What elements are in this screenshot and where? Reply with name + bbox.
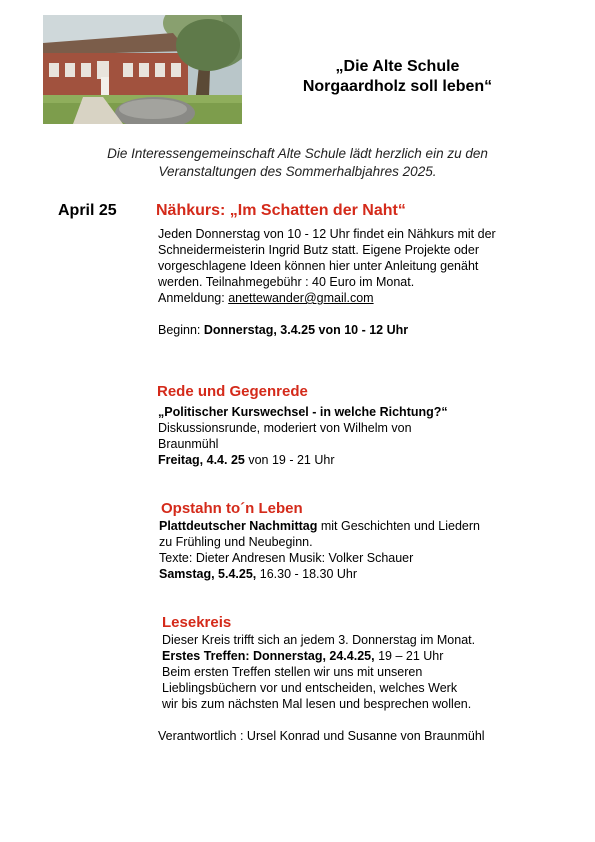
month-label: April 25 bbox=[58, 202, 117, 219]
page-title bbox=[270, 57, 525, 97]
event1-title: Nähkurs: „Im Schatten der Naht“ bbox=[156, 202, 406, 219]
school-building-photo bbox=[43, 15, 242, 124]
intro-line-1: Die Interessengemeinschaft Alte Schule lädt herzlich ein zu den bbox=[107, 146, 488, 161]
event4-line-5: wir bis zum nächsten Mal lesen und besprechen wollen. bbox=[162, 697, 472, 711]
event1-description bbox=[158, 226, 496, 306]
event1-line-4: werden. Teilnahmegebühr : 40 Euro im Monat. bbox=[158, 275, 415, 289]
event4-first-time: 19 – 21 Uhr bbox=[374, 649, 444, 663]
responsible-persons: Verantwortlich : Ursel Konrad und Susanne von Braunmühl bbox=[158, 729, 485, 743]
event4-first-meeting bbox=[162, 648, 475, 664]
event4-first-label: Erstes Treffen: Donnerstag, 24.4.25, bbox=[162, 649, 375, 663]
event2-date: Freitag, 4.4. 25 bbox=[158, 453, 245, 467]
event3-description bbox=[159, 518, 480, 582]
event1-registration bbox=[158, 290, 496, 306]
event2-datetime bbox=[158, 452, 448, 468]
event3-line-2: zu Frühling und Neubeginn. bbox=[159, 535, 313, 549]
start-value: Donnerstag, 3.4.25 von 10 - 12 Uhr bbox=[203, 323, 409, 337]
title-line-1: „Die Alte Schule bbox=[335, 58, 460, 75]
event2-time: von 19 - 21 Uhr bbox=[244, 453, 335, 467]
event4-line-1: Dieser Kreis trifft sich an jedem 3. Donnerstag im Monat. bbox=[162, 633, 476, 647]
event4-description bbox=[162, 632, 475, 712]
registration-email-link[interactable]: anettewander@gmail.com bbox=[228, 291, 374, 305]
event4-line-4: Lieblingsbüchern vor und entscheiden, welches Werk bbox=[162, 681, 458, 695]
event1-line-2: Schneidermeisterin Ingrid Butz statt. Eigene Projekte oder bbox=[158, 243, 480, 257]
title-line-2: Norgaardholz soll leben“ bbox=[302, 78, 493, 95]
event1-line-3: vorgeschlagene Ideen können hier unter Anleitung genäht bbox=[158, 259, 479, 273]
event4-line-3: Beim ersten Treffen stellen wir uns mit unseren bbox=[162, 665, 423, 679]
event1-start bbox=[158, 322, 408, 338]
event3-date: Samstag, 5.4.25, bbox=[159, 567, 257, 581]
registration-label: Anmeldung: bbox=[158, 291, 229, 305]
event3-title: Opstahn to´n Leben bbox=[161, 500, 303, 517]
event3-bold: Plattdeutscher Nachmittag bbox=[159, 519, 318, 533]
event3-time: 16.30 - 18.30 Uhr bbox=[256, 567, 358, 581]
school-photo-illustration bbox=[43, 15, 242, 124]
event2-line-2: Braunmühl bbox=[158, 437, 219, 451]
event3-datetime bbox=[159, 566, 480, 582]
event2-line-1: Diskussionsrunde, moderiert von Wilhelm von bbox=[158, 421, 412, 435]
event2-subtitle: „Politischer Kurswechsel - in welche Richtung?“ bbox=[158, 405, 448, 419]
event1-line-1: Jeden Donnerstag von 10 - 12 Uhr findet ein Nähkurs mit der bbox=[158, 227, 496, 241]
event3-line1-rest: mit Geschichten und Liedern bbox=[317, 519, 480, 533]
event2-description bbox=[158, 404, 448, 468]
event2-title: Rede und Gegenrede bbox=[157, 383, 308, 400]
event4-title: Lesekreis bbox=[162, 614, 232, 631]
event3-line-3: Texte: Dieter Andresen Musik: Volker Schauer bbox=[159, 551, 414, 565]
event3-line-1 bbox=[159, 518, 480, 534]
intro-line-2: Veranstaltungen des Sommerhalbjahres 2025. bbox=[158, 164, 437, 179]
intro-text bbox=[50, 145, 545, 181]
start-label: Beginn: bbox=[158, 323, 204, 337]
